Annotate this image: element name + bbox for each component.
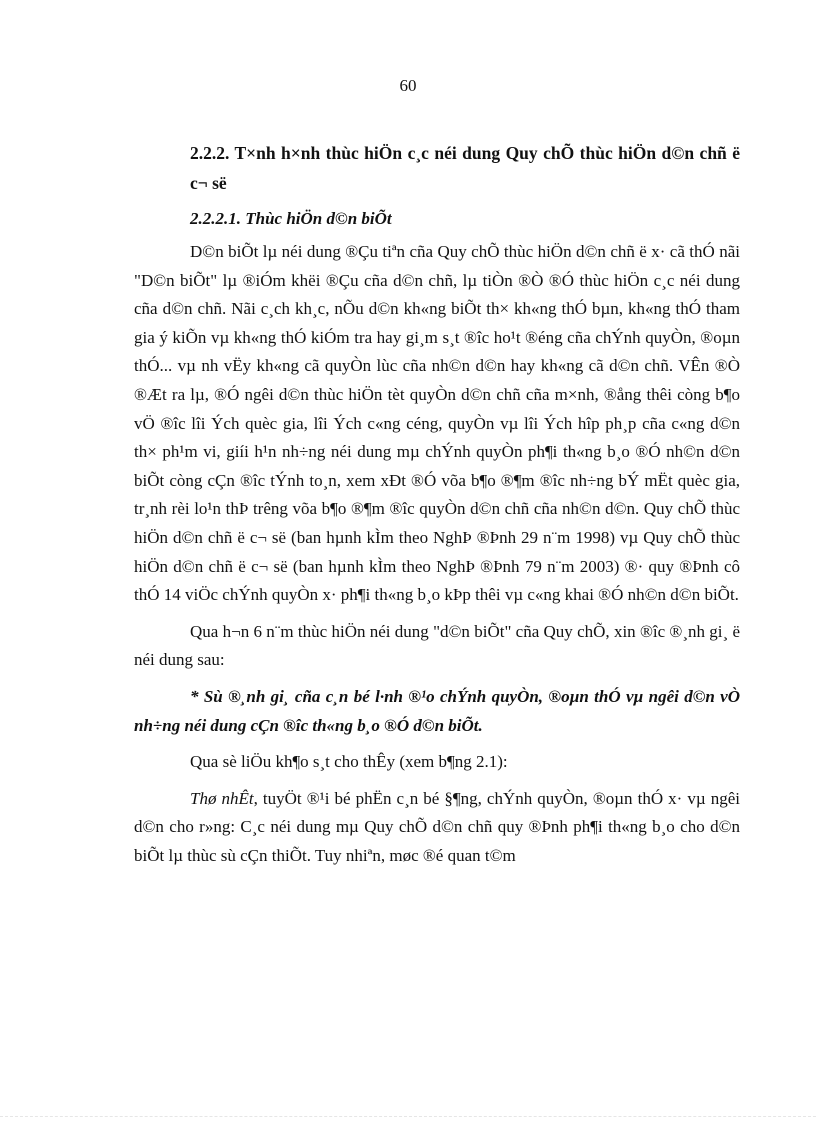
paragraph-emphasis: * Sù ®¸nh gi¸ cña c¸n bé l·nh ®¹o chÝnh quyÒn, ®oµn thÓ vµ ngêi d©n vÒ nh÷ng néi dung cÇn ®îc th«ng b¸o ®Ó d©n biÕt. bbox=[134, 686, 740, 735]
paragraph-evaluation-intro: Qua h¬n 6 n¨m thùc hiÖn néi dung "d©n biÕt" cña Quy chÕ, xin ®îc ®¸nh gi¸ ë néi dung sau: bbox=[134, 621, 740, 670]
section-heading: 2.2.2. T×nh h×nh thùc hiÖn c¸c néi dung Quy chÕ thùc hiÖn d©n chñ ë c¬ së bbox=[190, 143, 740, 193]
section-subheading: 2.2.2.1. Thùc hiÖn d©n biÕt bbox=[190, 209, 392, 228]
paragraph-survey-reference: Qua sè liÖu kh¶o s¸t cho thÊy (xem b¶ng 2.1): bbox=[190, 752, 508, 772]
page-number: 60 bbox=[399, 76, 417, 95]
paragraph-first-point bbox=[134, 785, 740, 871]
paragraph-dan-biet-intro: D©n biÕt lµ néi dung ®Çu tiªn cña Quy chÕ thùc hiÖn d©n chñ ë x· cã thÓ nãi "D©n biÕt" lµ ®iÓm khëi ®Çu cña d©n chñ, lµ tiÒn ®Ò ®Ó thùc hiÖn c¸c néi dung cña d©n chñ. Nãi c¸ch kh¸c, nÕu d©n kh«ng biÕt th× kh«ng thÓ bµn, kh«ng thÓ tham gia ý kiÕn vµ kh«ng thÓ kiÓm tra hay gi¸m s¸t ®îc ho¹t ®éng cña chÝnh quyÒn, ®oµn thÓ... vµ nh vËy kh«ng cã quyÒn lùc cña nh©n d©n hay kh«ng cã d©n chñ. VÊn ®Ò ®Æt ra lµ, ®Ó ngêi d©n thùc hiÖn tèt quyÒn d©n chñ cña m×nh, ®ång thêi còng b¶o vÖ ®îc lîi Ých quèc gia, lîi Ých c«ng céng, quyÒn vµ lîi Ých hîp ph¸p cña c«ng d©n th× ph¹m vi, giíi h¹n nh÷ng néi dung mµ chÝnh quyÒn ph¶i th«ng b¸o ®Ó nh©n d©n biÕt còng cÇn ®îc tÝnh to¸n, xem xÐt ®Ó võa b¶o ®¶m ®îc nh÷ng bÝ mËt quèc gia, tr¸nh rèi lo¹n thÞ trêng võa b¶o ®¶m ®îc quyÒn d©n chñ cña nh©n d©n. Quy chÕ thùc hiÖn d©n chñ ë c¬ së (ban hµnh kÌm theo NghÞ ®Þnh 29 n¨m 1998) vµ Quy chÕ thùc hiÖn d©n chñ ë c¬ së (ban hµnh kÌm theo NghÞ ®Þnh 79 n¨m 2003) ®· quy ®Þnh cô thÓ 14 viÖc chÝnh quyÒn x· ph¶i th«ng b¸o kÞp thêi vµ c«ng khai ®Ó nh©n d©n biÕt. bbox=[134, 242, 740, 605]
document-body bbox=[134, 138, 740, 878]
first-point-lead: Thø nhÊt bbox=[190, 788, 254, 808]
page-bottom-divider bbox=[0, 1116, 816, 1117]
first-point-text: , tuyÖt ®¹i bé phËn c¸n bé §¶ng, chÝnh quyÒn, ®oµn thÓ x· vµ ngêi d©n cho r»ng: C¸c néi dung mµ Quy chÕ d©n chñ quy ®Þnh ph¶i th«ng b¸o cho d©n biÕt lµ thùc sù cÇn thiÕt. Tuy nhiªn, møc ®é quan t©m bbox=[134, 788, 740, 865]
